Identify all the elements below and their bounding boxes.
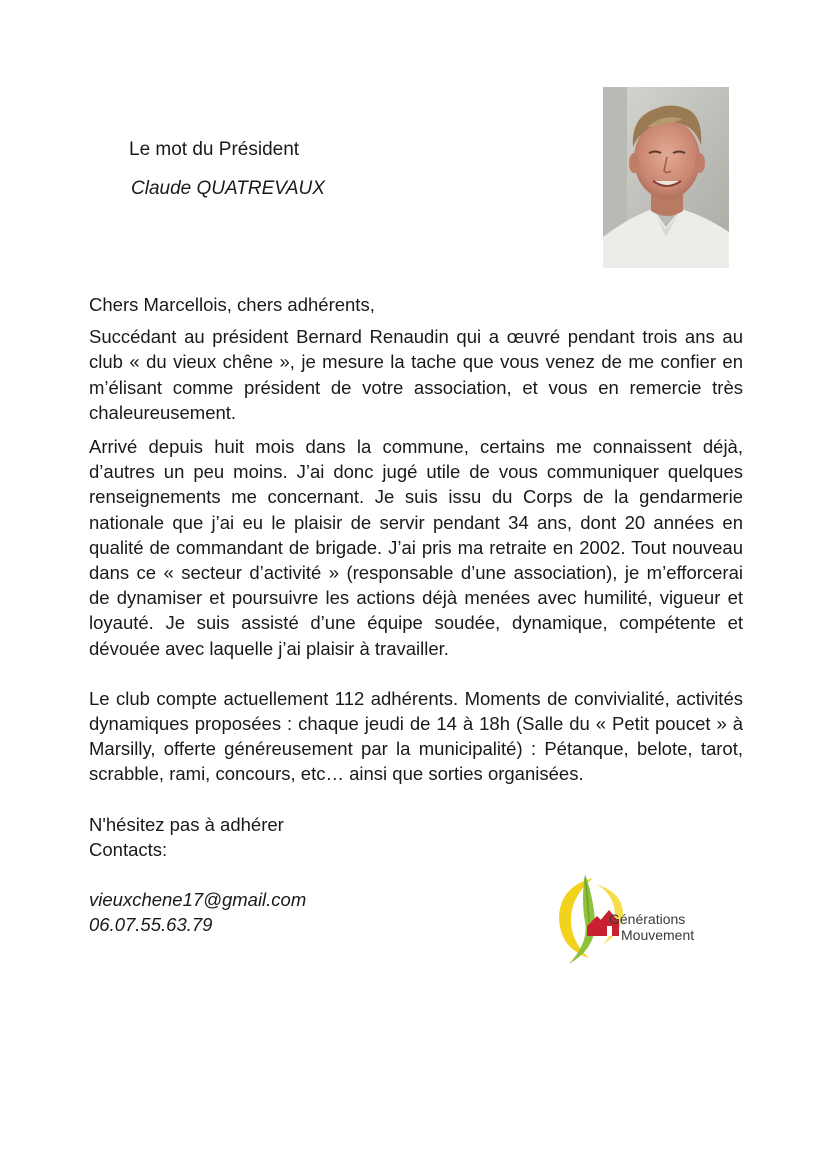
letter-paragraph-2: Arrivé depuis huit mois dans la commune, certains me connaissent déjà, d’autres un peu moins. J’ai donc jugé utile de vous communiquer quelques renseignements me concernant. Je suis issu du Corps de la gendarmerie nationale que j’ai eu le plaisir de servir pendant 34 ans, dont 20 années en qualité de commandant de brigade. J’ai pris ma retraite en 2002. Tout nouveau dans ce « secteur d’activité » (responsable d’une association), je m’efforcerai de dynamiser et poursuivre les actions déjà menées avec humilité, vigueur et loyauté. Je suis assisté d’une équipe soudée, dynamique, compétente et dévouée avec laquelle j’ai plaisir à travailler. xyxy=(89,436,743,659)
letter-body xyxy=(89,292,743,937)
portrait-illustration xyxy=(603,87,729,268)
contacts-label: Contacts: xyxy=(89,838,168,860)
contact-phone[interactable]: 06.07.55.63.79 xyxy=(89,914,213,936)
letter-paragraph-1: Succédant au président Bernard Renaudin qui a œuvré pendant trois ans au club « du vieux chêne », je mesure la tache que vous venez de me confier en m’élisant comme président de votre association, et vous en remercie très chaleureusement. xyxy=(89,326,743,423)
letter-paragraph-3: Le club compte actuellement 112 adhérents. Moments de convivialité, activités dynamiques proposées : chaque jeudi de 14 à 18h (Salle du « Petit poucet » à Marsilly, offerte généreusement par la municipalité) : Pétanque, belote, tarot, scrabble, rami, concours, etc… ainsi que sorties organisées. xyxy=(89,687,743,785)
president-photo xyxy=(603,87,729,268)
letter-greeting: Chers Marcellois, chers adhérents, xyxy=(89,294,375,315)
generations-mouvement-logo xyxy=(555,870,715,966)
author-name: Claude QUATREVAUX xyxy=(131,178,325,199)
invite-text: N'hésitez pas à adhérer xyxy=(89,813,284,835)
logo-text-line-2: Mouvement xyxy=(621,927,695,943)
contact-email[interactable]: vieuxchene17@gmail.com xyxy=(89,889,307,911)
page-title: Le mot du Président xyxy=(129,139,300,160)
logo-text-line-1: Générations xyxy=(609,911,686,927)
